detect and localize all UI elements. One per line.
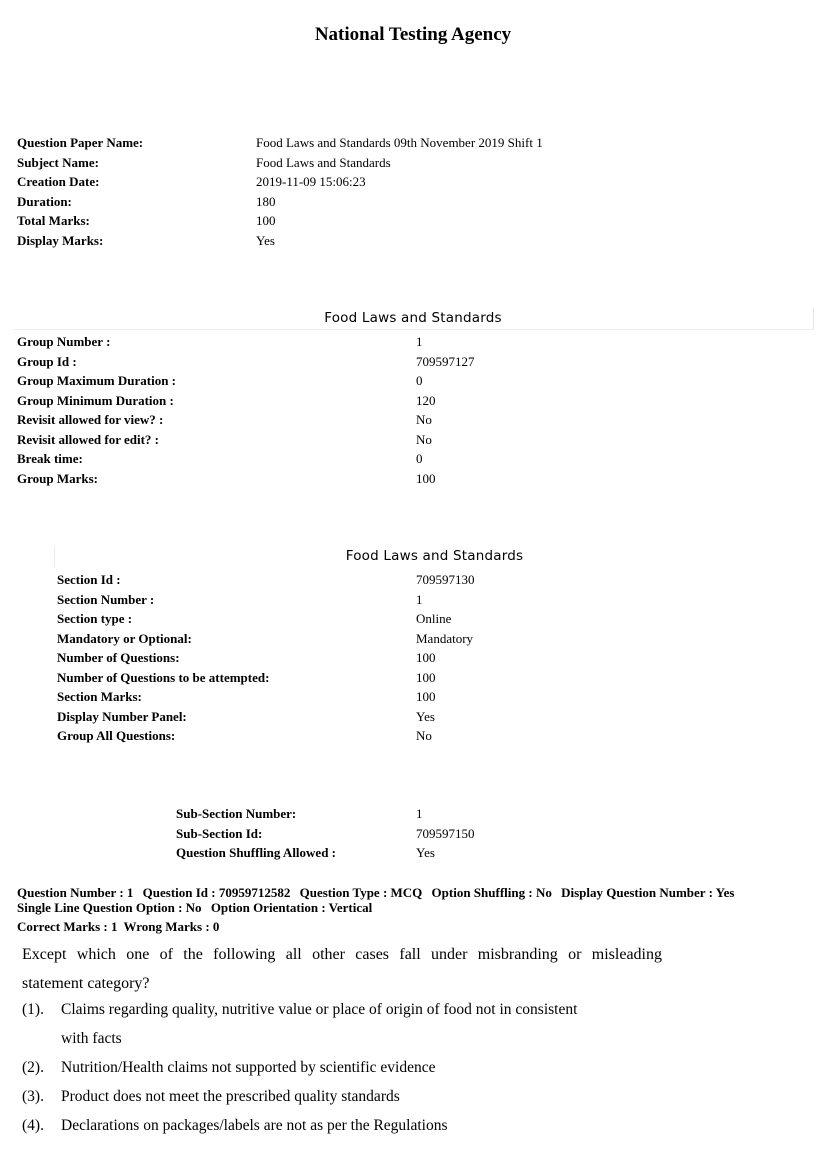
field-label: Mandatory or Optional:: [57, 630, 192, 646]
field-value: 120: [416, 392, 436, 408]
display-question-number: Display Question Number : Yes: [561, 885, 735, 900]
question-marks: [17, 919, 219, 935]
field-value: 100: [416, 650, 436, 665]
question-id: Question Id : 70959712582: [142, 885, 291, 900]
group-row: [17, 352, 475, 372]
field-value: Mandatory: [416, 630, 474, 646]
question-type: Question Type : MCQ: [299, 885, 423, 900]
field-label: Group All Questions:: [57, 728, 176, 743]
option-3: [22, 1083, 400, 1112]
option-number: (3).: [22, 1088, 44, 1105]
wrong-marks: Wrong Marks : 0: [123, 919, 220, 934]
option-1: [22, 996, 577, 1053]
option-text: Nutrition/Health claims not supported by scientific evidence: [61, 1059, 436, 1076]
question-number: Question Number : 1: [17, 885, 134, 900]
field-value: Yes: [416, 708, 435, 724]
correct-marks: Correct Marks : 1: [17, 919, 118, 934]
option-text-continued: with facts: [61, 1029, 122, 1047]
field-label: Group Minimum Duration :: [17, 392, 174, 408]
field-label: Sub-Section Id:: [176, 825, 263, 841]
field-label: Break time:: [17, 451, 83, 466]
field-value: Yes: [416, 845, 435, 860]
question-meta-line-2: [17, 900, 807, 915]
option-orientation: Option Orientation : Vertical: [210, 900, 373, 915]
field-value: Yes: [256, 232, 275, 248]
field-value: Food Laws and Standards 09th November 2019 Shift 1: [256, 135, 543, 150]
group-banner: Food Laws and Standards: [13, 308, 814, 330]
question-meta-line-1: [17, 885, 807, 900]
section-row: [57, 707, 475, 727]
question-text: [22, 940, 662, 998]
group-row: [17, 449, 475, 469]
field-value: 1: [416, 334, 423, 349]
section-details: [57, 570, 475, 746]
group-details: [17, 332, 475, 488]
field-value: 0: [416, 451, 423, 466]
field-label: Section type :: [57, 611, 133, 626]
field-label: Total Marks:: [17, 213, 90, 228]
subsection-row: [176, 843, 475, 863]
field-value: 100: [416, 669, 436, 685]
section-banner: Food Laws and Standards: [54, 546, 814, 567]
page-title: National Testing Agency: [314, 24, 512, 45]
field-label: Creation Date:: [17, 174, 100, 189]
option-2: [22, 1054, 435, 1083]
section-row: [57, 648, 475, 668]
field-label: Number of Questions to be attempted:: [57, 669, 270, 685]
field-value: Online: [416, 611, 452, 626]
field-value: 709597127: [416, 353, 475, 369]
field-label: Section Id :: [57, 572, 121, 587]
paper-row-name: [17, 133, 543, 153]
section-row: [57, 590, 475, 610]
field-value: 709597130: [416, 572, 475, 587]
group-row: [17, 410, 475, 430]
field-value: No: [416, 412, 432, 427]
field-label: Section Number :: [57, 591, 155, 607]
question-meta: [17, 885, 807, 915]
field-label: Group Number :: [17, 334, 111, 349]
field-label: Group Maximum Duration :: [17, 373, 177, 388]
option-text: Declarations on packages/labels are not as per the Regulations: [61, 1117, 448, 1134]
paper-row-total-marks: [17, 211, 543, 231]
field-value: 100: [416, 470, 436, 486]
question-text-line-2: statement category?: [22, 975, 150, 992]
field-label: Section Marks:: [57, 689, 142, 704]
field-label: Sub-Section Number:: [176, 806, 297, 821]
paper-row-subject: [17, 153, 543, 173]
question-text-line-1: Except which one of the following all other cases fall under misbranding or misleading: [22, 946, 662, 963]
field-label: Group Id :: [17, 353, 77, 369]
field-label: Question Shuffling Allowed :: [176, 845, 337, 860]
field-value: 100: [256, 213, 276, 228]
paper-details: [17, 133, 543, 250]
group-row: [17, 469, 475, 489]
section-row: [57, 609, 475, 629]
field-label: Display Number Panel:: [57, 708, 187, 724]
section-row: [57, 570, 475, 590]
field-label: Subject Name:: [17, 154, 99, 170]
field-value: 100: [416, 689, 436, 704]
field-value: No: [416, 431, 432, 447]
field-value: 0: [416, 373, 423, 388]
option-text: Product does not meet the prescribed quality standards: [61, 1088, 400, 1105]
paper-row-duration: [17, 192, 543, 212]
section-row: [57, 629, 475, 649]
option-shuffling: Option Shuffling : No: [431, 885, 552, 900]
field-value: 1: [416, 806, 423, 821]
field-label: Group Marks:: [17, 470, 99, 486]
option-text: Claims regarding quality, nutritive value or place of origin of food not in consistent: [61, 1001, 578, 1018]
paper-row-display-marks: [17, 231, 543, 251]
group-row: [17, 332, 475, 352]
field-label: Revisit allowed for view? :: [17, 412, 164, 427]
subsection-row: [176, 804, 475, 824]
single-line-option: Single Line Question Option : No: [17, 900, 202, 915]
group-row: [17, 430, 475, 450]
group-row: [17, 371, 475, 391]
subsection-details: [176, 804, 475, 863]
field-value: No: [416, 728, 432, 743]
field-value: 1: [416, 591, 423, 607]
field-label: Revisit allowed for edit? :: [17, 431, 160, 447]
field-value: 180: [256, 193, 276, 209]
group-row: [17, 391, 475, 411]
field-label: Number of Questions:: [57, 650, 180, 665]
field-value: Food Laws and Standards: [256, 154, 391, 170]
option-4: [22, 1112, 448, 1141]
section-row: [57, 668, 475, 688]
paper-row-date: [17, 172, 543, 192]
option-number: (4).: [22, 1117, 44, 1134]
field-label: Duration:: [17, 193, 72, 209]
section-row: [57, 726, 475, 746]
field-label: Question Paper Name:: [17, 135, 144, 150]
subsection-row: [176, 824, 475, 844]
option-number: (1).: [22, 1001, 44, 1018]
option-number: (2).: [22, 1059, 44, 1076]
field-value: 709597150: [416, 825, 475, 841]
field-label: Display Marks:: [17, 232, 104, 248]
field-value: 2019-11-09 15:06:23: [256, 174, 366, 189]
section-row: [57, 687, 475, 707]
